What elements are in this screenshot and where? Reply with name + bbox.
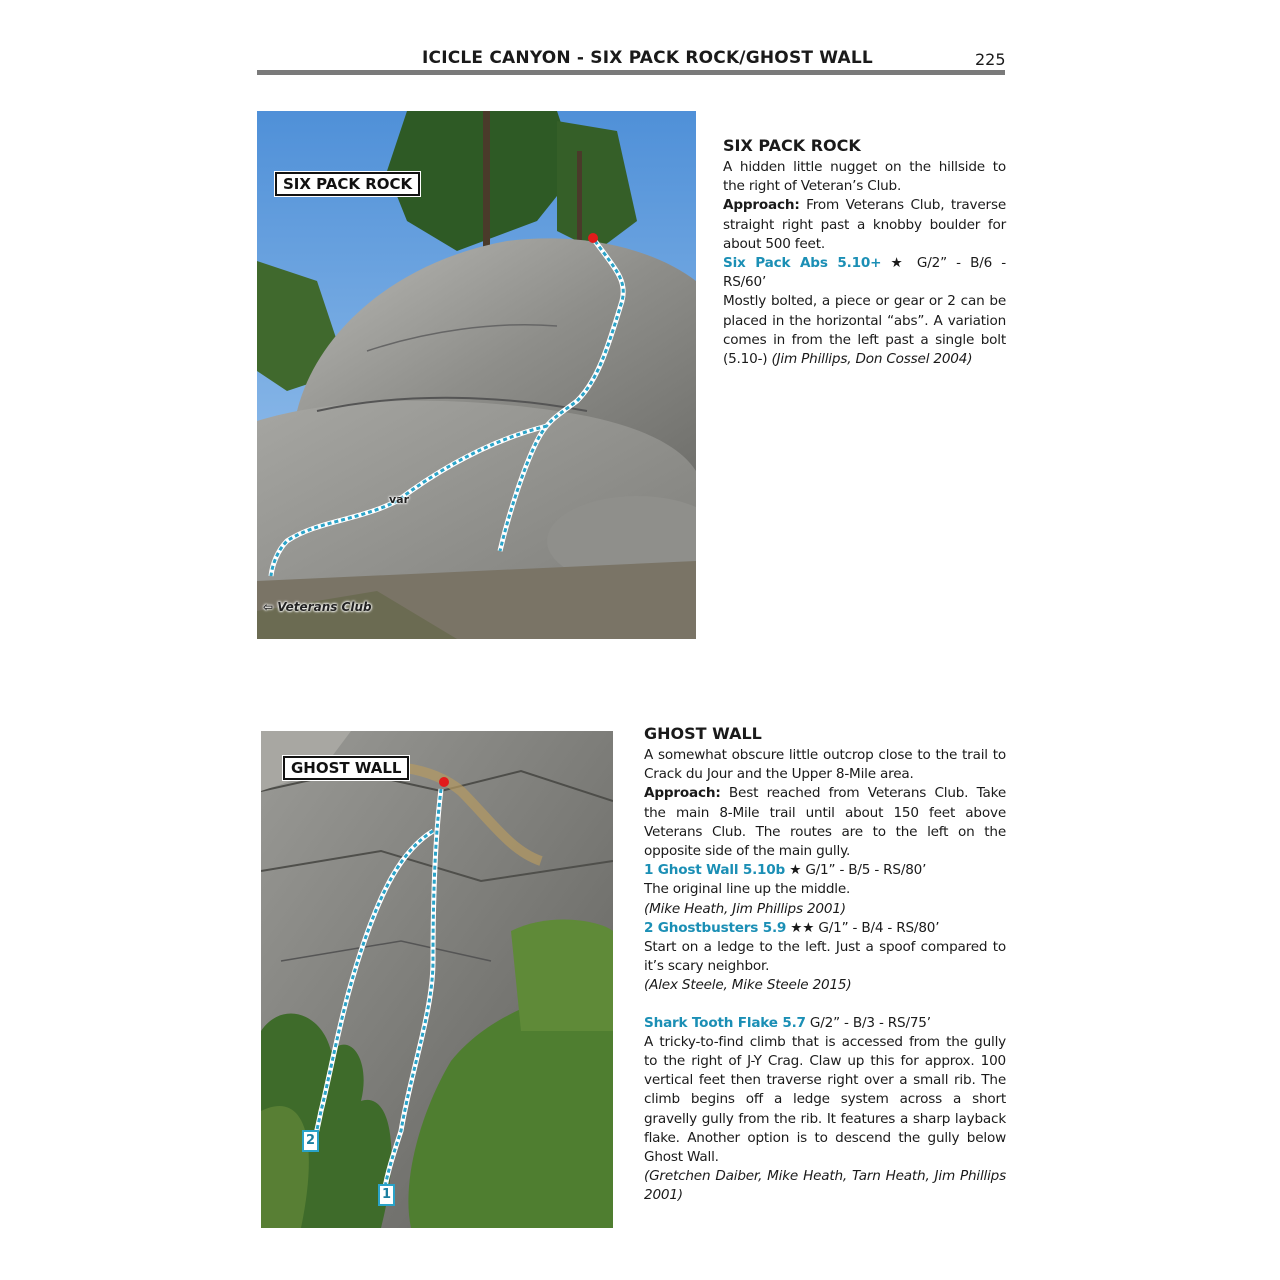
route-description: A tricky-to-find climb that is accessed from the gully to the right of J-Y Crag. Claw up this for approx. 100 vertical feet then traverse right over a small rib. The climb begins off a ledge system across a short gravelly gully from the rib. It features a sharp layback flake. Another option is to descend the gully below Ghost Wall. [644, 1033, 1006, 1166]
ghost-wall-photo [261, 731, 613, 1228]
ghost-wall-section [644, 724, 1006, 1206]
six-pack-rock-section [723, 136, 1006, 369]
route-name: 1 Ghost Wall 5.10b [644, 862, 786, 879]
route-line-ghost-wall [644, 861, 1006, 880]
route-name: Six Pack Abs 5.10+ [723, 255, 882, 272]
route-line-six-pack-abs [723, 254, 1006, 292]
first-ascent: (Gretchen Daiber, Mike Heath, Tarn Heath, Jim Phillips 2001) [644, 1168, 1006, 1204]
route-2-marker: 2 [302, 1130, 319, 1152]
route-line-shark-tooth-flake [644, 1014, 1006, 1033]
ghost-wall-title: GHOST WALL [644, 724, 762, 743]
ghost-wall-intro: A somewhat obscure little outcrop close to the trail to Crack du Jour and the Upper 8-Mile area. [644, 747, 1006, 783]
approach-text: From Veterans Club, traverse straight right past a knobby boulder for about 500 feet. [723, 197, 1006, 252]
six-pack-rock-photo [257, 111, 696, 639]
route-meta: G/1” - B/4 - RS/80’ [818, 919, 940, 936]
ghost-wall-illustration [261, 731, 613, 1228]
approach-text: Best reached from Veterans Club. Take the main 8-Mile trail until about 150 feet above Veterans Club. The routes are to the left on the opposite side of the main gully. [644, 785, 1006, 860]
route-meta: G/2” - B/6 - RS/60’ [723, 255, 1006, 291]
ghost-wall-photo-label: GHOST WALL [283, 756, 409, 780]
route-line-ghostbusters [644, 919, 1006, 938]
approach-label: Approach: [723, 197, 800, 214]
route-name: 2 Ghostbusters 5.9 [644, 919, 787, 936]
route-description: The original line up the middle. [644, 881, 851, 898]
route-stars: ★ [785, 862, 806, 879]
veterans-club-label: Veterans Club [277, 600, 372, 614]
route-stars: ★★ [786, 919, 819, 936]
route-description [723, 292, 1006, 369]
approach-label: Approach: [644, 785, 721, 802]
first-ascent: (Jim Phillips, Don Cossel 2004) [771, 351, 973, 368]
variation-label: var [389, 493, 410, 506]
page-number: 225 [975, 50, 1006, 69]
route-meta: G/1” - B/5 - RS/80’ [805, 862, 927, 879]
first-ascent: (Alex Steele, Mike Steele 2015) [644, 977, 852, 994]
route-anchor-dot [439, 777, 449, 787]
six-pack-rock-title: SIX PACK ROCK [723, 136, 861, 155]
six-pack-rock-approach [723, 196, 1006, 254]
route-anchor-dot [588, 233, 598, 243]
route-meta: G/2” - B/3 - RS/75’ [805, 1014, 931, 1031]
route-description-text: Mostly bolted, a piece or gear or 2 can be placed in the horizontal “abs”. A variation comes in from the left past a single bolt (5.10-) [723, 293, 1006, 368]
first-ascent: (Mike Heath, Jim Phillips 2001) [644, 900, 846, 917]
arrow-left-icon: ⇦ [263, 600, 274, 614]
route-1-marker: 1 [378, 1184, 395, 1206]
six-pack-rock-photo-label: SIX PACK ROCK [275, 172, 420, 196]
route-name: Shark Tooth Flake 5.7 [644, 1014, 806, 1031]
veterans-club-direction [263, 600, 372, 614]
page-header-title: ICICLE CANYON - SIX PACK ROCK/GHOST WALL [422, 48, 873, 68]
header-rule [257, 70, 1005, 75]
route-description: Start on a ledge to the left. Just a spoof compared to it’s scary neighbor. [644, 939, 1006, 975]
route-stars: ★ [881, 255, 917, 272]
spacer [644, 996, 1006, 1014]
six-pack-rock-intro: A hidden little nugget on the hillside to the right of Veteran’s Club. [723, 159, 1006, 195]
ghost-wall-approach [644, 784, 1006, 861]
